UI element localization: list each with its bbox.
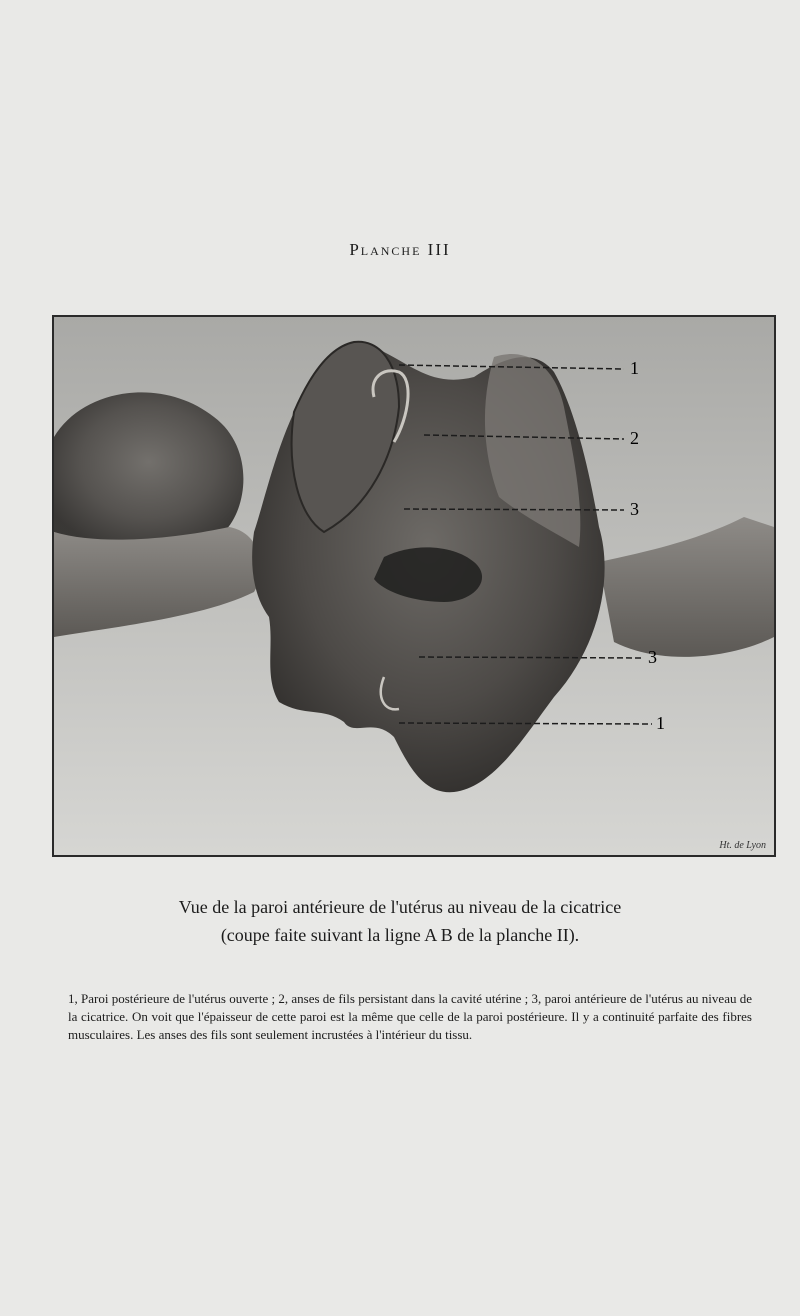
engraver-signature: Ht. de Lyon — [719, 840, 766, 851]
specimen-illustration — [54, 317, 774, 855]
figure-label-3-bottom: 3 — [648, 647, 657, 667]
caption-line-2: (coupe faite suivant la ligne A B de la planche II). — [220, 925, 580, 945]
caption-line-1: Vue de la paroi antérieure de l'utérus au niveau de la cicatrice — [178, 897, 622, 917]
figure-label-2: 2 — [630, 428, 639, 448]
plate-title: Planche III — [349, 240, 451, 259]
figure-label-1-bottom: 1 — [656, 713, 665, 733]
specimen-photograph — [52, 315, 776, 857]
figure-label-1-top: 1 — [630, 358, 639, 378]
figure-label-3-top: 3 — [630, 499, 639, 519]
figure-legend: 1, Paroi postérieure de l'utérus ouverte ; 2, anses de fils persistant dans la cavité utérine ; 3, paroi antérieure de l'utérus au niveau de la cicatrice. On voit que l'épaisseur de cette paroi est la même que celle de la paroi postérieure. Il y a continuité parfaite des fibres musculaires. Les anses des fils sont seulement incrustées à l'intérieur du tissu. — [68, 991, 752, 1042]
figure-caption — [60, 893, 740, 949]
